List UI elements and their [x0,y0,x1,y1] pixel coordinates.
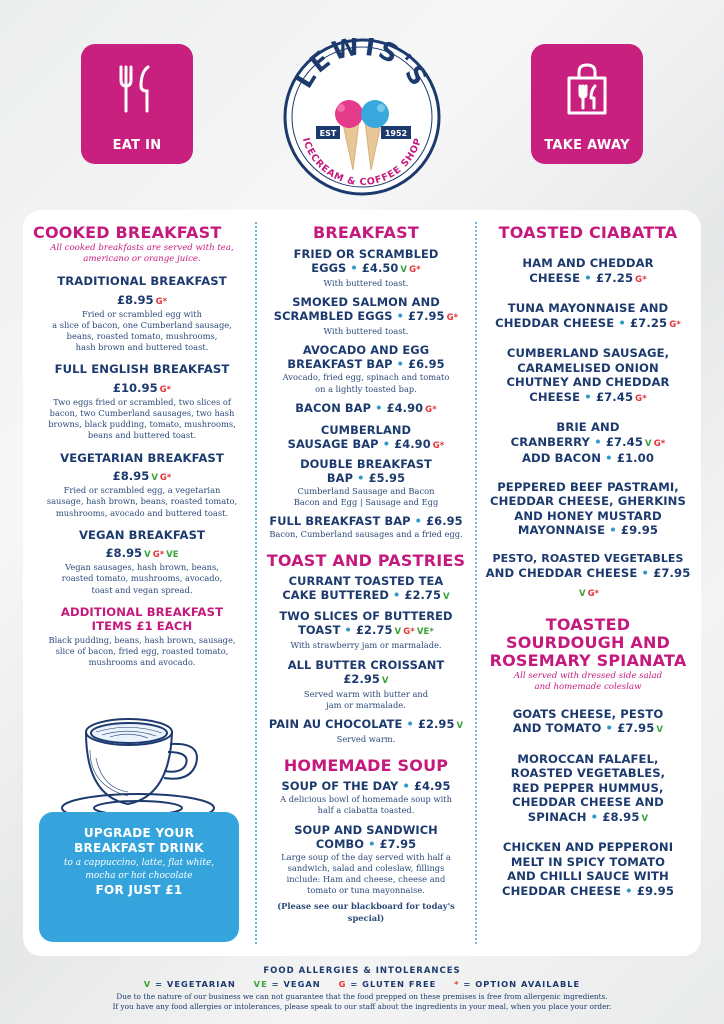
menu-item: PEPPERED BEEF PASTRAMI, CHEDDAR CHEESE, GHERKINS AND HONEY MUSTARD MAYONNAISE • £9.95 [490,479,686,537]
footer-title: FOOD ALLERGIES & INTOLERANCES [263,966,461,976]
takeaway-bag-icon [563,64,611,114]
section-title: COOKED BREAKFAST [33,223,222,242]
cutlery-icon [115,64,159,114]
menu-item: DOUBLE BREAKFAST BAP • £5.95 Cumberland Sausage and Bacon Bacon and Egg | Sausage and Egg [293,456,439,508]
coffee-cup-illustration [56,716,226,826]
menu-item: SOUP AND SANDWICH COMBO • £7.95 Large soup of the day served with half a sandwich, salad and coleslaw, fillings include: Ham and cheese, cheese and tomato or tuna mayonnaise. [281,822,451,896]
additional-items: ADDITIONAL BREAKFAST ITEMS £1 EACH Black pudding, beans, hash brown, sausage, slice of bacon, fried egg, roasted tomato, mushrooms and avocado. [48,604,236,668]
section-subtitle: All served with dressed side salad and homemade coleslaw [513,670,663,692]
menu-item: FULL BREAKFAST BAP • £6.95 Bacon, Cumberland sausages and a fried egg. [269,514,463,540]
svg-text:1952: 1952 [384,129,408,138]
svg-text:EST: EST [319,129,337,138]
section-title: TOAST AND PASTRIES [266,551,466,571]
take-away-button[interactable] [531,44,643,164]
menu-item: BRIE AND CRANBERRY • £7.45 V G* ADD BACON • £1.00 [510,420,666,465]
menu-item: TUNA MAYONNAISE AND CHEDDAR CHEESE • £7.25 G* [495,301,681,330]
menu-item: GOATS CHEESE, PESTO AND TOMATO • £7.95 V [512,706,664,735]
svg-text:LEWIS'S: LEWIS'S [288,38,435,94]
breakfast-column [259,224,473,924]
section-title: HOMEMADE SOUP [283,756,449,776]
allergy-note: Due to the nature of our business we can not guarantee that the food prepped on these premises is free from allergenic ingredients. If you have any food allergies or intolerances, please speak to our staff about the ingredients in your meal, when you place your order. [112,992,612,1011]
menu-item: VEGAN BREAKFAST £8.95 V G* VE Vegan sausages, hash brown, beans, roasted tomato, mushrooms, avocado, toast and vegan spread. [61,527,223,595]
menu-item: FULL ENGLISH BREAKFAST £10.95 G* Two eggs fried or scrambled, two slices of bacon, two Cumberland sausages, two hash browns, black pudding, tomato, mushrooms, beans and buttered toast. [48,362,236,441]
ciabatta-column [479,224,697,898]
menu-item: TRADITIONAL BREAKFAST £8.95 G* Fried or scrambled egg with a slice of bacon, one Cumberland sausage, beans, roasted tomato, mushrooms, hash brown and buttered toast. [52,274,232,353]
menu-item: FRIED OR SCRAMBLED EGGS • £4.50 V G* With buttered toast. [293,247,439,288]
column-divider [475,222,477,944]
section-title: TOASTED SOURDOUGH AND ROSEMARY SPIANATA [489,614,687,670]
specials-note: (Please see our blackboard for today's special) [277,901,455,923]
section-title: TOASTED CIABATTA [498,223,678,242]
menu-item: SOUP OF THE DAY • £4.95 A delicious bowl of homemade soup with half a ciabatta toasted. [280,779,452,816]
menu-item: CURRANT TOASTED TEA CAKE BUTTERED • £2.75 V [282,574,450,603]
menu-item: SMOKED SALMON AND SCRAMBLED EGGS • £7.95 G* With buttered toast. [273,295,459,337]
menu-item: ALL BUTTER CROISSANT £2.95 V Served warm with butter and jam or marmalade. [287,657,445,710]
menu-item: PAIN AU CHOCOLATE • £2.95 V Served warm. [268,717,464,745]
menu-item: HAM AND CHEDDAR CHEESE • £7.25 G* [522,256,654,285]
menu-item: AVOCADO AND EGG BREAKFAST BAP • £6.95 Avocado, fried egg, spinach and tomato on a lightly toasted bap. [282,343,450,394]
menu-item: MOROCCAN FALAFEL, ROASTED VEGETABLES, RED PEPPER HUMMUS, CHEDDAR CHEESE AND SPINACH • £8.95 V [510,751,666,824]
section-title: BREAKFAST [313,223,419,242]
allergy-footer [0,966,724,1012]
menu-item: VEGETARIAN BREAKFAST £8.95 V G* Fried or scrambled egg, a vegetarian sausage, hash brown, beans, roasted tomato, mushrooms, avocado and buttered toast. [46,450,238,518]
cooked-breakfast-column [31,224,253,668]
menu-item: PESTO, ROASTED VEGETABLES AND CHEDDAR CHEESE • £7.95 V G* [485,551,691,599]
menu-item: CUMBERLAND SAUSAGE BAP • £4.90 G* [287,422,445,451]
dietary-key: V = VEGETARIAN VE = VEGAN G = GLUTEN FREE * = OPTION AVAILABLE [143,979,581,989]
section-subtitle: All cooked breakfasts are served with tea, americano or orange juice. [50,243,234,264]
eat-in-button[interactable] [81,44,193,164]
lewiss-logo [283,38,441,196]
column-divider [255,222,257,944]
menu-item: TWO SLICES OF BUTTERED TOAST • £2.75 V G* VE* With strawberry jam or marmalade. [279,609,453,651]
take-away-label: TAKE AWAY [544,138,630,153]
menu-item: CHICKEN AND PEPPERONI MELT IN SPICY TOMATO AND CHILLI SAUCE WITH CHEDDAR CHEESE • £9.95 [501,840,675,898]
upgrade-drink-banner: UPGRADE YOUR BREAKFAST DRINK to a cappuccino, latte, flat white, mocha or hot chocolate FOR JUST £1 [39,812,239,942]
menu-item: BACON BAP • £4.90 G* [295,400,437,415]
svg-text:ICECREAM & COFFEE SHOP: ICECREAM & COFFEE SHOP [299,136,425,189]
eat-in-label: EAT IN [112,138,162,153]
menu-item: CUMBERLAND SAUSAGE, CARAMELISED ONION CHUTNEY AND CHEDDAR CHEESE • £7.45 G* [506,346,670,404]
